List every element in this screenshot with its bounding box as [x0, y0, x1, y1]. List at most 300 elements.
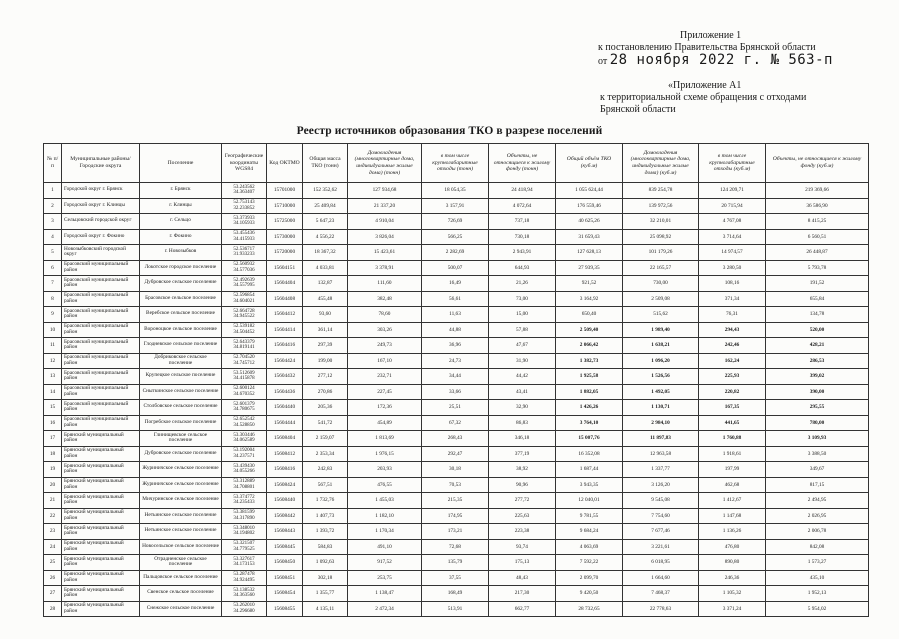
table-cell: 1 882,05 [556, 384, 623, 400]
table-cell: 1 138,47 [348, 586, 422, 602]
table-cell: 197,99 [699, 462, 766, 478]
table-cell: 246,36 [699, 570, 766, 586]
table-row [44, 462, 869, 478]
table-cell: 515,62 [623, 307, 699, 323]
table-cell: 4 767,08 [699, 214, 766, 230]
table-cell: 3 109,93 [766, 431, 869, 447]
table-cell: 428,21 [766, 338, 869, 354]
table-cell: 15608443 [267, 524, 303, 540]
table-cell: 111,60 [348, 276, 422, 292]
table-cell: 21 [44, 493, 62, 509]
table-row [44, 322, 869, 338]
table-cell: 8 [44, 291, 62, 307]
table-cell: 43,41 [489, 384, 556, 400]
table-cell: 219 369,66 [766, 183, 869, 199]
table-cell: 101 179,26 [623, 245, 699, 261]
table-body [44, 183, 869, 617]
table-cell: Нетьинское сельское поселение [140, 508, 222, 524]
table-cell: Журиничское сельское поселение [140, 462, 222, 478]
table-row [44, 586, 869, 602]
table-cell: 842,08 [766, 539, 869, 555]
table-cell: 1 382,73 [556, 353, 623, 369]
table-cell: 644,93 [489, 260, 556, 276]
table-cell: 124 209,71 [699, 183, 766, 199]
table-cell: 500,07 [422, 260, 489, 276]
table-cell: 11 [44, 338, 62, 354]
table-cell: 3 157,91 [422, 198, 489, 214]
table-cell: 33,66 [422, 384, 489, 400]
table-cell: 53.373933 34.105933 [222, 214, 267, 230]
table-cell: 52.753143 32.233852 [222, 198, 267, 214]
appendix-a1-header [600, 80, 890, 116]
table-cell: 5 793,78 [766, 260, 869, 276]
table-cell: Сельцовский городской округ [62, 214, 140, 230]
table-cell: 15608454 [267, 586, 303, 602]
table-row [44, 524, 869, 540]
col-header: Домовладения (многоквартирные дома, индивидуальные жилые дома) (тонн) [348, 144, 422, 183]
table-cell: 127 628,13 [556, 245, 623, 261]
table-cell: 52.601379 34.780675 [222, 400, 267, 416]
table-cell: Брасовский муниципальный район [62, 291, 140, 307]
table-cell: 52.664728 34.945522 [222, 307, 267, 323]
col-header: Домовладения (многоквартирные дома, индивидуальные жилые дома) (куб.м) [623, 144, 699, 183]
table-cell: 232,71 [348, 369, 422, 385]
table-cell: 90,96 [489, 477, 556, 493]
table-cell: 277,12 [303, 369, 348, 385]
table-cell: 7 677,46 [623, 524, 699, 540]
table-cell: 32 210,01 [623, 214, 699, 230]
table-row [44, 307, 869, 323]
table-cell: 57,88 [489, 322, 556, 338]
table-cell: 1 925,58 [556, 369, 623, 385]
table-cell: 399,02 [766, 369, 869, 385]
table-cell: 780,00 [766, 415, 869, 431]
table-cell: 15608424 [267, 477, 303, 493]
table-cell: 32,90 [489, 400, 556, 416]
table-cell: 12 040,01 [556, 493, 623, 509]
table-cell: 1 813,69 [348, 431, 422, 447]
table-cell: 20 715,94 [699, 198, 766, 214]
table-cell: 7 754,60 [623, 508, 699, 524]
table-cell: 566,25 [422, 229, 489, 245]
table-cell: Брасовский муниципальный район [62, 307, 140, 323]
table-cell: 12 963,58 [623, 446, 699, 462]
table-cell: 16 352,08 [556, 446, 623, 462]
table-cell: 15701000 [267, 183, 303, 199]
table-cell: 56,61 [422, 291, 489, 307]
table-cell: 199,00 [303, 353, 348, 369]
table-cell: г. Брянск [140, 183, 222, 199]
resolution-line: к постановлению Правительства Брянской области [598, 42, 816, 53]
table-cell: 730,00 [623, 276, 699, 292]
resolution-date-line [598, 54, 888, 68]
table-cell: 135,79 [422, 555, 489, 571]
table-cell: 1 989,40 [623, 322, 699, 338]
table-cell: 52.539182 34.504452 [222, 322, 267, 338]
table-cell: 1 393,72 [303, 524, 348, 540]
table-cell: 162,24 [699, 353, 766, 369]
table-cell: Столбовское сельское поселение [140, 400, 222, 416]
col-header: Поселение [140, 144, 222, 183]
table-row [44, 353, 869, 369]
table-cell: 22 778,63 [623, 601, 699, 617]
table-cell: 17 [44, 431, 62, 447]
table-cell: 4 910,04 [348, 214, 422, 230]
table-cell: 15608442 [267, 508, 303, 524]
table-cell: 72,68 [422, 539, 489, 555]
table-cell: 4 063,69 [556, 539, 623, 555]
table-cell: 9 781,55 [556, 508, 623, 524]
table-row [44, 539, 869, 555]
table-cell: 242,83 [303, 462, 348, 478]
table-cell: 1 426,26 [556, 400, 623, 416]
table-cell: 3 164,92 [556, 291, 623, 307]
appendix-a1-label: «Приложение А1 [668, 80, 742, 91]
table-cell: 152 352,62 [303, 183, 348, 199]
table-cell: 3 280,50 [699, 260, 766, 276]
table-cell: 6 560,51 [766, 229, 869, 245]
table-cell: 52.492639 34.557995 [222, 276, 267, 292]
table-cell: 15608445 [267, 539, 303, 555]
table-cell: Дубровское сельское поселение [140, 446, 222, 462]
table-cell: 26 448,87 [766, 245, 869, 261]
table-cell: Новосельское сельское поселение [140, 539, 222, 555]
table-cell: Брасовский муниципальный район [62, 353, 140, 369]
table-cell: 53.192004 34.237571 [222, 446, 267, 462]
table-cell: 1 337,77 [623, 462, 699, 478]
table-cell: 1 [44, 183, 62, 199]
table-cell: 890,80 [699, 555, 766, 571]
table-cell: 15725000 [267, 214, 303, 230]
table-cell: 349,67 [766, 462, 869, 478]
table-row [44, 229, 869, 245]
table-cell: 18 367,32 [303, 245, 348, 261]
table-cell: 520,00 [766, 322, 869, 338]
table-cell: 19 [44, 462, 62, 478]
table-cell: 134,78 [766, 307, 869, 323]
table-cell: Брянский муниципальный район [62, 431, 140, 447]
table-cell: 7 592,22 [556, 555, 623, 571]
table-row [44, 214, 869, 230]
table-cell: 15604424 [267, 353, 303, 369]
table-cell: 174,95 [422, 508, 489, 524]
table-cell: Брянский муниципальный район [62, 493, 140, 509]
scheme-line: к территориальной схеме обращения с отходами [600, 92, 807, 103]
region-line: Брянской области [600, 104, 676, 115]
table-cell: 93,74 [489, 539, 556, 555]
table-cell: г. Сельцо [140, 214, 222, 230]
table-cell: 1 355,77 [303, 586, 348, 602]
table-cell: 53.455436 34.415933 [222, 229, 267, 245]
table-row [44, 384, 869, 400]
table-cell: 730,18 [489, 229, 556, 245]
table-cell: 9 545,08 [623, 493, 699, 509]
table-cell: 2 353,34 [303, 446, 348, 462]
table-cell: 2 [44, 198, 62, 214]
table-cell: 28 [44, 601, 62, 617]
table-cell: 15604432 [267, 369, 303, 385]
table-cell: 52.600124 34.670352 [222, 384, 267, 400]
table-cell: 1 096,20 [623, 353, 699, 369]
table-cell: 1 664,60 [623, 570, 699, 586]
table-cell: 2 099,70 [556, 570, 623, 586]
table-cell: 21 337,20 [348, 198, 422, 214]
table-cell: 302,18 [303, 570, 348, 586]
table-cell: Погребское сельское поселение [140, 415, 222, 431]
table-cell: 26 [44, 570, 62, 586]
table-cell: 662,77 [489, 601, 556, 617]
table-cell: 2 509,08 [623, 291, 699, 307]
table-cell: 37,55 [422, 570, 489, 586]
table-cell: 53.348010 34.194802 [222, 524, 267, 540]
table-cell: 16,49 [422, 276, 489, 292]
table-cell: 15608451 [267, 570, 303, 586]
table-row [44, 260, 869, 276]
table-cell: 18 [44, 446, 62, 462]
table-cell: 14 974,57 [699, 245, 766, 261]
table-cell: 839 254,78 [623, 183, 699, 199]
table-cell: 28 732,65 [556, 601, 623, 617]
table-cell: 2 006,78 [766, 524, 869, 540]
col-header: Объекты, не относящиеся к жилому фонду (тонн) [489, 144, 556, 183]
table-cell: 168,49 [422, 586, 489, 602]
table-cell: 441,65 [699, 415, 766, 431]
table-row [44, 508, 869, 524]
table-cell: 1 092,63 [303, 555, 348, 571]
table-cell: 286,53 [766, 353, 869, 369]
table-cell: 53.287478 34.924495 [222, 570, 267, 586]
table-cell: 52.652542 34.528850 [222, 415, 267, 431]
table-cell: 38,92 [489, 462, 556, 478]
table-cell: 3 378,91 [348, 260, 422, 276]
table-cell: 139 972,56 [623, 198, 699, 214]
table-cell: 23 [44, 524, 62, 540]
table-cell: Пальцовское сельское поселение [140, 570, 222, 586]
col-header: Муниципальные районы/Городские округа [62, 144, 140, 183]
table-row [44, 276, 869, 292]
table-cell: 4 [44, 229, 62, 245]
table-cell: 53.138532 34.363560 [222, 586, 267, 602]
table-cell: 1 407,73 [303, 508, 348, 524]
table-cell: Снежское сельское поселение [140, 601, 222, 617]
registry-table [43, 143, 869, 617]
table-row [44, 198, 869, 214]
table-cell: Крупецкое сельское поселение [140, 369, 222, 385]
table-cell: 2 984,10 [623, 415, 699, 431]
table-cell: 24 [44, 539, 62, 555]
table-cell: 2 159,07 [303, 431, 348, 447]
table-cell: 48,43 [489, 570, 556, 586]
table-cell: 15,00 [489, 307, 556, 323]
table-cell: 2 066,42 [556, 338, 623, 354]
table-cell: Городской округ г. Клинцы [62, 198, 140, 214]
table-cell: 4 033,81 [303, 260, 348, 276]
table-cell: 5 [44, 245, 62, 261]
table-cell: Вороноцкое сельское поселение [140, 322, 222, 338]
table-cell: 14 [44, 384, 62, 400]
table-cell: 1 105,32 [699, 586, 766, 602]
table-cell: 15604440 [267, 400, 303, 416]
table-cell: 93,60 [303, 307, 348, 323]
table-row [44, 493, 869, 509]
table-cell: 6 018,95 [623, 555, 699, 571]
table-cell: Новозыбковский городской округ [62, 245, 140, 261]
table-cell: 726,69 [422, 214, 489, 230]
table-cell: 292,47 [422, 446, 489, 462]
table-cell: Брасовский муниципальный район [62, 260, 140, 276]
table-cell: 3 764,10 [556, 415, 623, 431]
table-cell: 2 472,34 [348, 601, 422, 617]
table-cell: 655,84 [766, 291, 869, 307]
table-cell: 1 412,67 [699, 493, 766, 509]
table-cell: 297,39 [303, 338, 348, 354]
table-cell: 52.536717 31.933233 [222, 245, 267, 261]
col-header: Общий объём ТКО (куб.м) [556, 144, 623, 183]
table-cell: 172,36 [348, 400, 422, 416]
table-cell: 8 415,25 [766, 214, 869, 230]
table-cell: 223,38 [489, 524, 556, 540]
table-cell: 25 [44, 555, 62, 571]
table-cell: 15604151 [267, 260, 303, 276]
table-cell: 390,00 [766, 384, 869, 400]
table-cell: 584,83 [303, 539, 348, 555]
table-cell: 44,42 [489, 369, 556, 385]
table-cell: 175,13 [489, 555, 556, 571]
table-cell: 3 [44, 214, 62, 230]
table-cell: Брасовский муниципальный район [62, 338, 140, 354]
col-header: Код ОКТМО [267, 144, 303, 183]
table-cell: 346,18 [489, 431, 556, 447]
table-cell: 3 826,04 [348, 229, 422, 245]
table-cell: 24 418,94 [489, 183, 556, 199]
table-cell: 15604404 [267, 276, 303, 292]
table-cell: 18 054,35 [422, 183, 489, 199]
table-cell: 22 165,57 [623, 260, 699, 276]
table-cell: 295,55 [766, 400, 869, 416]
table-cell: 53.381599 34.317890 [222, 508, 267, 524]
table-row [44, 291, 869, 307]
table-row [44, 446, 869, 462]
table-cell: 3 714,64 [699, 229, 766, 245]
table-row [44, 431, 869, 447]
table-cell: 294,43 [699, 322, 766, 338]
table-cell: 25,51 [422, 400, 489, 416]
table-cell: 15710000 [267, 198, 303, 214]
table-cell: 6 [44, 260, 62, 276]
table-cell: 25 409,84 [303, 198, 348, 214]
table-cell: 3 221,61 [623, 539, 699, 555]
table-cell: Брасовский муниципальный район [62, 369, 140, 385]
table-cell: 176 559,46 [556, 198, 623, 214]
table-cell: 205,36 [303, 400, 348, 416]
table-cell: 270,86 [303, 384, 348, 400]
table-cell: Брасовский муниципальный район [62, 276, 140, 292]
table-cell: 4 135,11 [303, 601, 348, 617]
table-cell: 3 388,50 [766, 446, 869, 462]
table-cell: 9 684,24 [556, 524, 623, 540]
table-cell: 2 509,40 [556, 322, 623, 338]
table-cell: 15604414 [267, 322, 303, 338]
table-cell: 1 170,34 [348, 524, 422, 540]
table-cell: Дубровское сельское поселение [140, 276, 222, 292]
table-cell: г. Клинцы [140, 198, 222, 214]
table-cell: 3 371,24 [699, 601, 766, 617]
table-cell: 44,88 [422, 322, 489, 338]
table-cell: Глодневское сельское поселение [140, 338, 222, 354]
approval-header [598, 30, 888, 68]
table-cell: Брянский муниципальный район [62, 570, 140, 586]
table-cell: 52.704520 34.745712 [222, 353, 267, 369]
table-cell: Брасовское сельское поселение [140, 291, 222, 307]
table-cell: 76,31 [699, 307, 766, 323]
table-cell: 15 423,61 [348, 245, 422, 261]
table-cell: 1 147,68 [699, 508, 766, 524]
table-cell: 242,46 [699, 338, 766, 354]
col-header: № п/п [44, 144, 62, 183]
table-cell: 1 130,71 [623, 400, 699, 416]
table-cell: 217,30 [489, 586, 556, 602]
table-cell: 53.439430 34.055266 [222, 462, 267, 478]
table-cell: 173,21 [422, 524, 489, 540]
table-cell: 1 976,15 [348, 446, 422, 462]
table-cell: 15608455 [267, 601, 303, 617]
table-cell: 454,89 [348, 415, 422, 431]
table-cell: 31 659,43 [556, 229, 623, 245]
table-cell: 2 026,95 [766, 508, 869, 524]
table-cell: 1 492,05 [623, 384, 699, 400]
table-row [44, 570, 869, 586]
table-cell: 12 [44, 353, 62, 369]
table-cell: 476,80 [699, 539, 766, 555]
table-cell: Брасовский муниципальный район [62, 400, 140, 416]
table-cell: 225,93 [699, 369, 766, 385]
table-cell: 67,32 [422, 415, 489, 431]
table-cell: 132,87 [303, 276, 348, 292]
table-cell: 53.374772 34.235433 [222, 493, 267, 509]
table-cell: 16 [44, 415, 62, 431]
table-cell: 650,40 [556, 307, 623, 323]
table-cell: 1 952,13 [766, 586, 869, 602]
table-cell: 921,52 [556, 276, 623, 292]
table-cell: 15608416 [267, 462, 303, 478]
table-cell: 52.643379 34.819141 [222, 338, 267, 354]
table-cell: 15608412 [267, 446, 303, 462]
table-header-row [44, 144, 869, 183]
table-cell: 2 282,69 [422, 245, 489, 261]
table-cell: 541,72 [303, 415, 348, 431]
table-cell: 15 007,76 [556, 431, 623, 447]
table-cell: 15604412 [267, 307, 303, 323]
table-cell: 817,15 [766, 477, 869, 493]
table-row [44, 338, 869, 354]
table-cell: 52.560932 34.577036 [222, 260, 267, 276]
table-cell: 476,55 [348, 477, 422, 493]
table-cell: 15608450 [267, 555, 303, 571]
table-cell: 4 072,64 [489, 198, 556, 214]
table-cell: 78,60 [348, 307, 422, 323]
table-cell: 53.512609 34.415878 [222, 369, 267, 385]
table-cell: 1 760,88 [699, 431, 766, 447]
table-cell: 9 [44, 307, 62, 323]
table-cell: 36 586,90 [766, 198, 869, 214]
table-cell: 15604444 [267, 415, 303, 431]
table-cell: 1 732,76 [303, 493, 348, 509]
table-cell: 1 918,61 [699, 446, 766, 462]
table-cell: 191,52 [766, 276, 869, 292]
table-cell: 268,43 [422, 431, 489, 447]
table-cell: 11,63 [422, 307, 489, 323]
table-cell: 1 573,27 [766, 555, 869, 571]
